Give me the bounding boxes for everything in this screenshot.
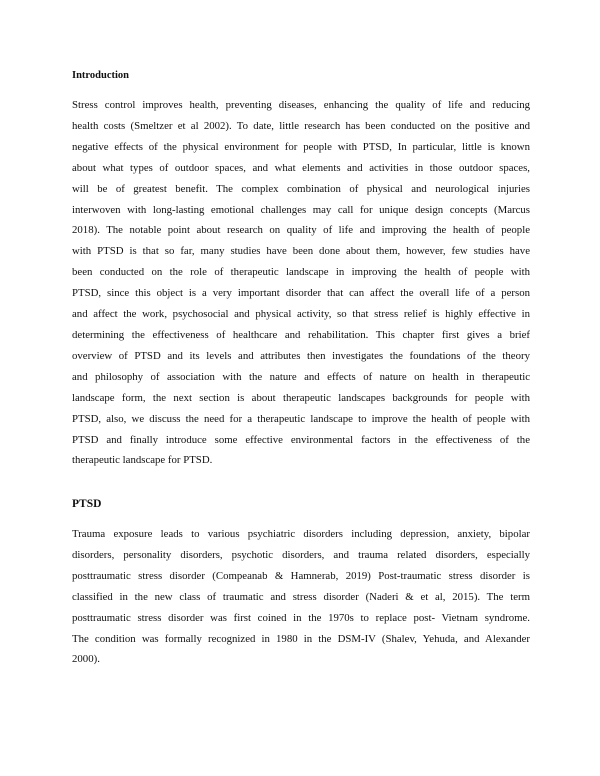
text-line: PTSD, also, we discuss the need for a therapeutic landscape to improve the health of people with bbox=[72, 412, 530, 425]
text-line: Stress control improves health, preventing diseases, enhancing the quality of life and reducing bbox=[72, 99, 530, 111]
text-line: PTSD and finally introduce some effective environmental factors in the effectiveness of the bbox=[72, 433, 530, 446]
text-line: PTSD, since this object is a very important disorder that can affect the overall life of a person bbox=[72, 287, 530, 300]
text-line: disorders, personality disorders, psychotic disorders, and trauma related disorders, especially bbox=[72, 548, 530, 561]
text-line: 2018). The notable point about research on quality of life and improving the health of people bbox=[72, 224, 530, 237]
ptsd-heading: PTSD bbox=[72, 498, 102, 510]
text-line: been conducted on the role of therapeutic landscape in improving the health of people with bbox=[72, 266, 530, 279]
text-line: posttraumatic stress disorder (Compeanab & Hamnerab, 2019) Post-traumatic stress disorder is bbox=[72, 569, 530, 582]
text-line: negative effects of the physical environment for people with PTSD, In particular, little is known bbox=[72, 140, 530, 153]
text-line: landscape form, the next section is about therapeutic landscapes backgrounds for people with bbox=[72, 391, 530, 404]
text-line: overview of PTSD and its levels and attributes then investigates the foundations of the theory bbox=[72, 349, 530, 362]
ptsd-paragraph bbox=[72, 524, 530, 670]
text-line: interwoven with long-lasting emotional challenges may call for unique design concepts (Marcus bbox=[72, 203, 530, 216]
text-line: The condition was formally recognized in 1980 in the DSM-IV (Shalev, Yehuda, and Alexander bbox=[72, 632, 530, 645]
text-line: classified in the new class of traumatic and stress disorder (Naderi & et al, 2015). The term bbox=[72, 590, 530, 603]
introduction-heading: Introduction bbox=[72, 70, 129, 81]
text-line: posttraumatic stress disorder was first coined in the 1970s to replace post- Vietnam syndrome. bbox=[72, 611, 530, 624]
text-line: and affect the work, psychosocial and physical activity, so that stress relief is highly effective in bbox=[72, 308, 530, 321]
text-line: health costs (Smeltzer et al 2002). To date, little research has been conducted on the positive and bbox=[72, 119, 530, 132]
text-line: with PTSD is that so far, many studies have been done about them, however, few studies have bbox=[72, 245, 530, 258]
text-line: Trauma exposure leads to various psychiatric disorders including depression, anxiety, bipolar bbox=[72, 528, 530, 540]
text-line: therapeutic landscape for PTSD. bbox=[72, 454, 213, 467]
text-line: 2000). bbox=[72, 653, 100, 666]
text-line: and philosophy of association with the nature and effects of nature on health in therapeutic bbox=[72, 370, 530, 383]
text-line: will be of greatest benefit. The complex combination of physical and neurological injuries bbox=[72, 182, 530, 195]
text-line: determining the effectiveness of healthcare and rehabilitation. This chapter first gives a brief bbox=[72, 328, 530, 341]
text-line: about what types of outdoor spaces, and what elements and activities in those outdoor spaces, bbox=[72, 161, 530, 174]
introduction-paragraph bbox=[72, 95, 530, 471]
